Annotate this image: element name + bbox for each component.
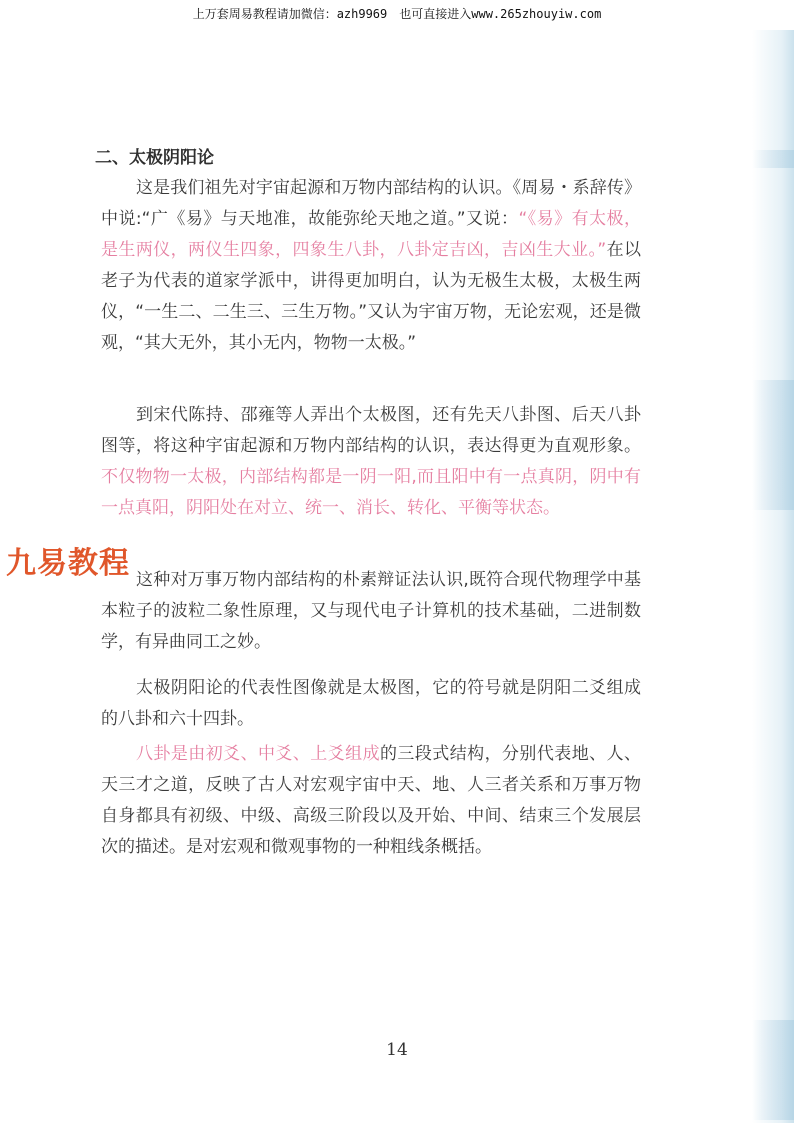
section-title: 二、太极阴阳论 <box>95 148 214 168</box>
text-run: 这种对万事万物内部结构的朴素辩证法认识,既符合现代物理学中基本粒子的波粒二象性原理，又与现代电子计算机的技术基础，二进制数学，有异曲同工之妙。 <box>101 570 641 652</box>
highlighted-text: 不仅物物一太极，内部结构都是一阴一阳,而且阳中有一点真阴，阴中有一点真阳，阴阳处在对立、统一、消长、转化、平衡等状态。 <box>101 467 641 518</box>
page-number: 14 <box>386 1040 408 1060</box>
highlighted-quote: “《易》有太极，是生两仪，两仪生四象，四象生八卦，八卦定吉凶，吉凶生大业。” <box>101 209 641 260</box>
header-banner: 上万套周易教程请加微信：azh9969 也可直接进入www.265zhouyiw.com <box>192 7 602 21</box>
paragraph <box>101 565 641 655</box>
highlighted-text: 八卦是由初爻、中爻、上爻组成 <box>136 744 380 764</box>
text-run: 这是我们祖先对宇宙起源和万物内部结构的认识。《周易・系辞传》中说:“广《易》与天地准，故能弥纶天地之道。”又说： <box>101 178 641 229</box>
text-run: 在以老子为代表的道家学派中，讲得更加明白，认为无极生太极，太极生两仪，“一生二、二生三、三生万物。”又认为宇宙万物，无论宏观，还是微观，“其大无外，其小无内，物物一太极。” <box>101 240 642 353</box>
paragraph <box>101 173 641 395</box>
page-edge-band <box>752 1020 794 1120</box>
paragraph <box>101 400 641 555</box>
page-edge-shadow <box>752 30 794 1123</box>
paragraph <box>101 673 641 735</box>
text-run: 到宋代陈持、邵雍等人弄出个太极图，还有先天八卦图、后天八卦图等，将这种宇宙起源和万物内部结构的认识，表达得更为直观形象。 <box>101 405 641 456</box>
page-edge-band <box>752 150 794 168</box>
text-run: 太极阴阳论的代表性图像就是太极图，它的符号就是阴阳二爻组成的八卦和六十四卦。 <box>101 678 641 729</box>
text-run: 的三段式结构，分别代表地、人、天三才之道，反映了古人对宏观宇宙中天、地、人三者关系和万事万物自身都具有初级、中级、高级三阶段以及开始、中间、结束三个发展层次的描述。是对宏观和微观事物的一种粗线条概括。 <box>101 744 641 857</box>
watermark-stamp: 九易教程 <box>6 546 130 581</box>
page-edge-band <box>752 380 794 510</box>
paragraph <box>101 739 641 864</box>
